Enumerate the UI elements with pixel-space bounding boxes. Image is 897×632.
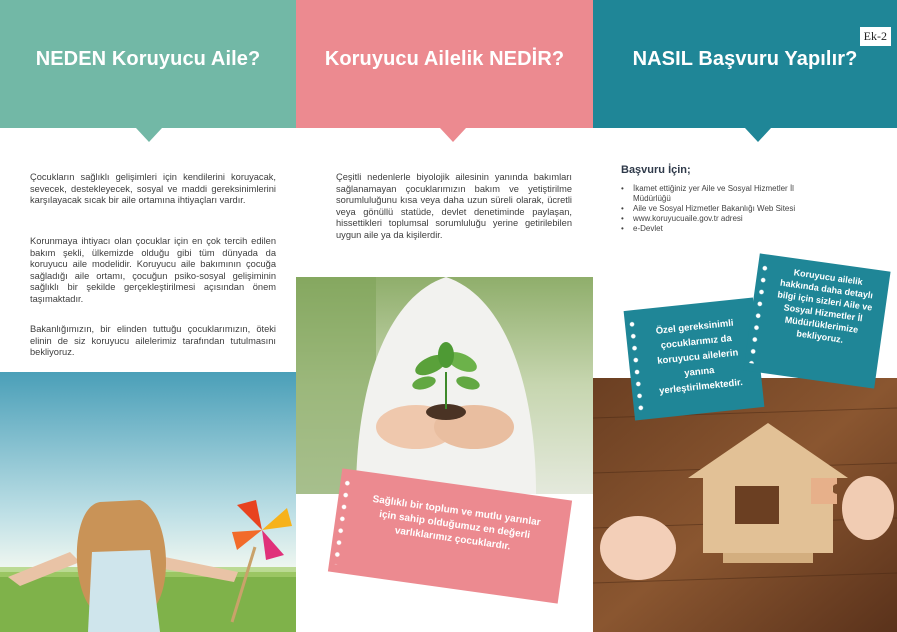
seedling-hands-photo: [296, 277, 593, 494]
paragraph-3: Bakanlığımızın, bir elinden tuttuğu çocuklarımızın, öteki elinin de siz koruyucu ailelerimiz tarafından tutulmasını bekliyoruz.: [30, 324, 276, 358]
title-neden: NEDEN Koruyucu Aile?: [35, 48, 261, 70]
header-notch: [136, 128, 162, 142]
header-nasil: [593, 0, 897, 128]
header-nedir: [296, 0, 593, 128]
binder-holes: [749, 262, 769, 364]
list-item: • www.koruyucuaile.gov.tr adresi: [621, 214, 871, 224]
paragraph-1: Çocukların sağlıklı gelişimleri için kendilerini koruyacak, sevecek, destekleyecek, sosyal ve maddi gereksinimlerini karşılayacak sıcak bir aile ortamına ihtiyaçları vardır.: [30, 172, 276, 206]
list-item: • Aile ve Sosyal Hizmetler Bakanlığı Web Sitesi: [621, 204, 871, 214]
application-heading: Başvuru İçin;: [621, 164, 691, 176]
title-nedir: Koruyucu Ailelik NEDİR?: [324, 48, 565, 70]
list-item: • İkamet ettiğiniz yer Aile ve Sosyal Hizmetler İl Müdürlüğü: [621, 184, 803, 204]
header-neden: [0, 0, 296, 128]
annex-label: Ek-2: [860, 27, 891, 46]
header-notch: [745, 128, 771, 142]
info-note-right: [743, 253, 890, 388]
quote-text: Sağlıklı bir toplum ve mutlu yarınlar için sahip olduğumuz en değerli varlıklarımız çocuklardır.: [371, 493, 542, 553]
panel-nasil: [593, 0, 897, 632]
paragraph-2: Korunmaya ihtiyacı olan çocuklar için en çok tercih edilen bakım şekli, ülkemizde olduğu gibi tüm dünyada da koruyucu aile modelidir. Koruyucu aile bakımının çocuğa sağladığı aile ortamı, çocuğun psiko-sosyal gelişiminin sağlıklı bir şekilde gerçekleştirilmesi açısından önem taşımaktadır.: [30, 236, 276, 304]
list-item: • e-Devlet: [621, 224, 871, 234]
info-note-right-text: Koruyucu ailelik hakkında daha detaylı bilgi için sizleri Aile ve Sosyal Hizmetler İl Müdürlüklerimize bekliyoruz.: [776, 267, 874, 345]
panel-neden: [0, 0, 296, 632]
application-list: [621, 184, 871, 234]
header-notch: [440, 128, 466, 142]
girl-pinwheel-photo: [0, 372, 296, 632]
info-note-left-text: Özel gereksinimli çocuklarımız da koruyucu ailelerin yanına yerleştirilmektedir.: [655, 317, 744, 397]
panel-nedir: [296, 0, 593, 632]
info-note-left: [624, 298, 765, 421]
title-nasil: NASIL Başvuru Yapılır?: [632, 48, 858, 70]
paragraph-1: Çeşitli nedenlerle biyolojik ailesinin yanında bakımları sağlanamayan çocuklarımızın bakım ve yetiştirilme sorumluluğunu kısa veya daha uzun süreli olarak, ücretli veya gönüllü statüde, devlet denetiminde paylaşan, hissettikleri toplumsal sorumluluğu yerine getirilebilen uygun aile ya da kişilerdir.: [336, 172, 572, 240]
